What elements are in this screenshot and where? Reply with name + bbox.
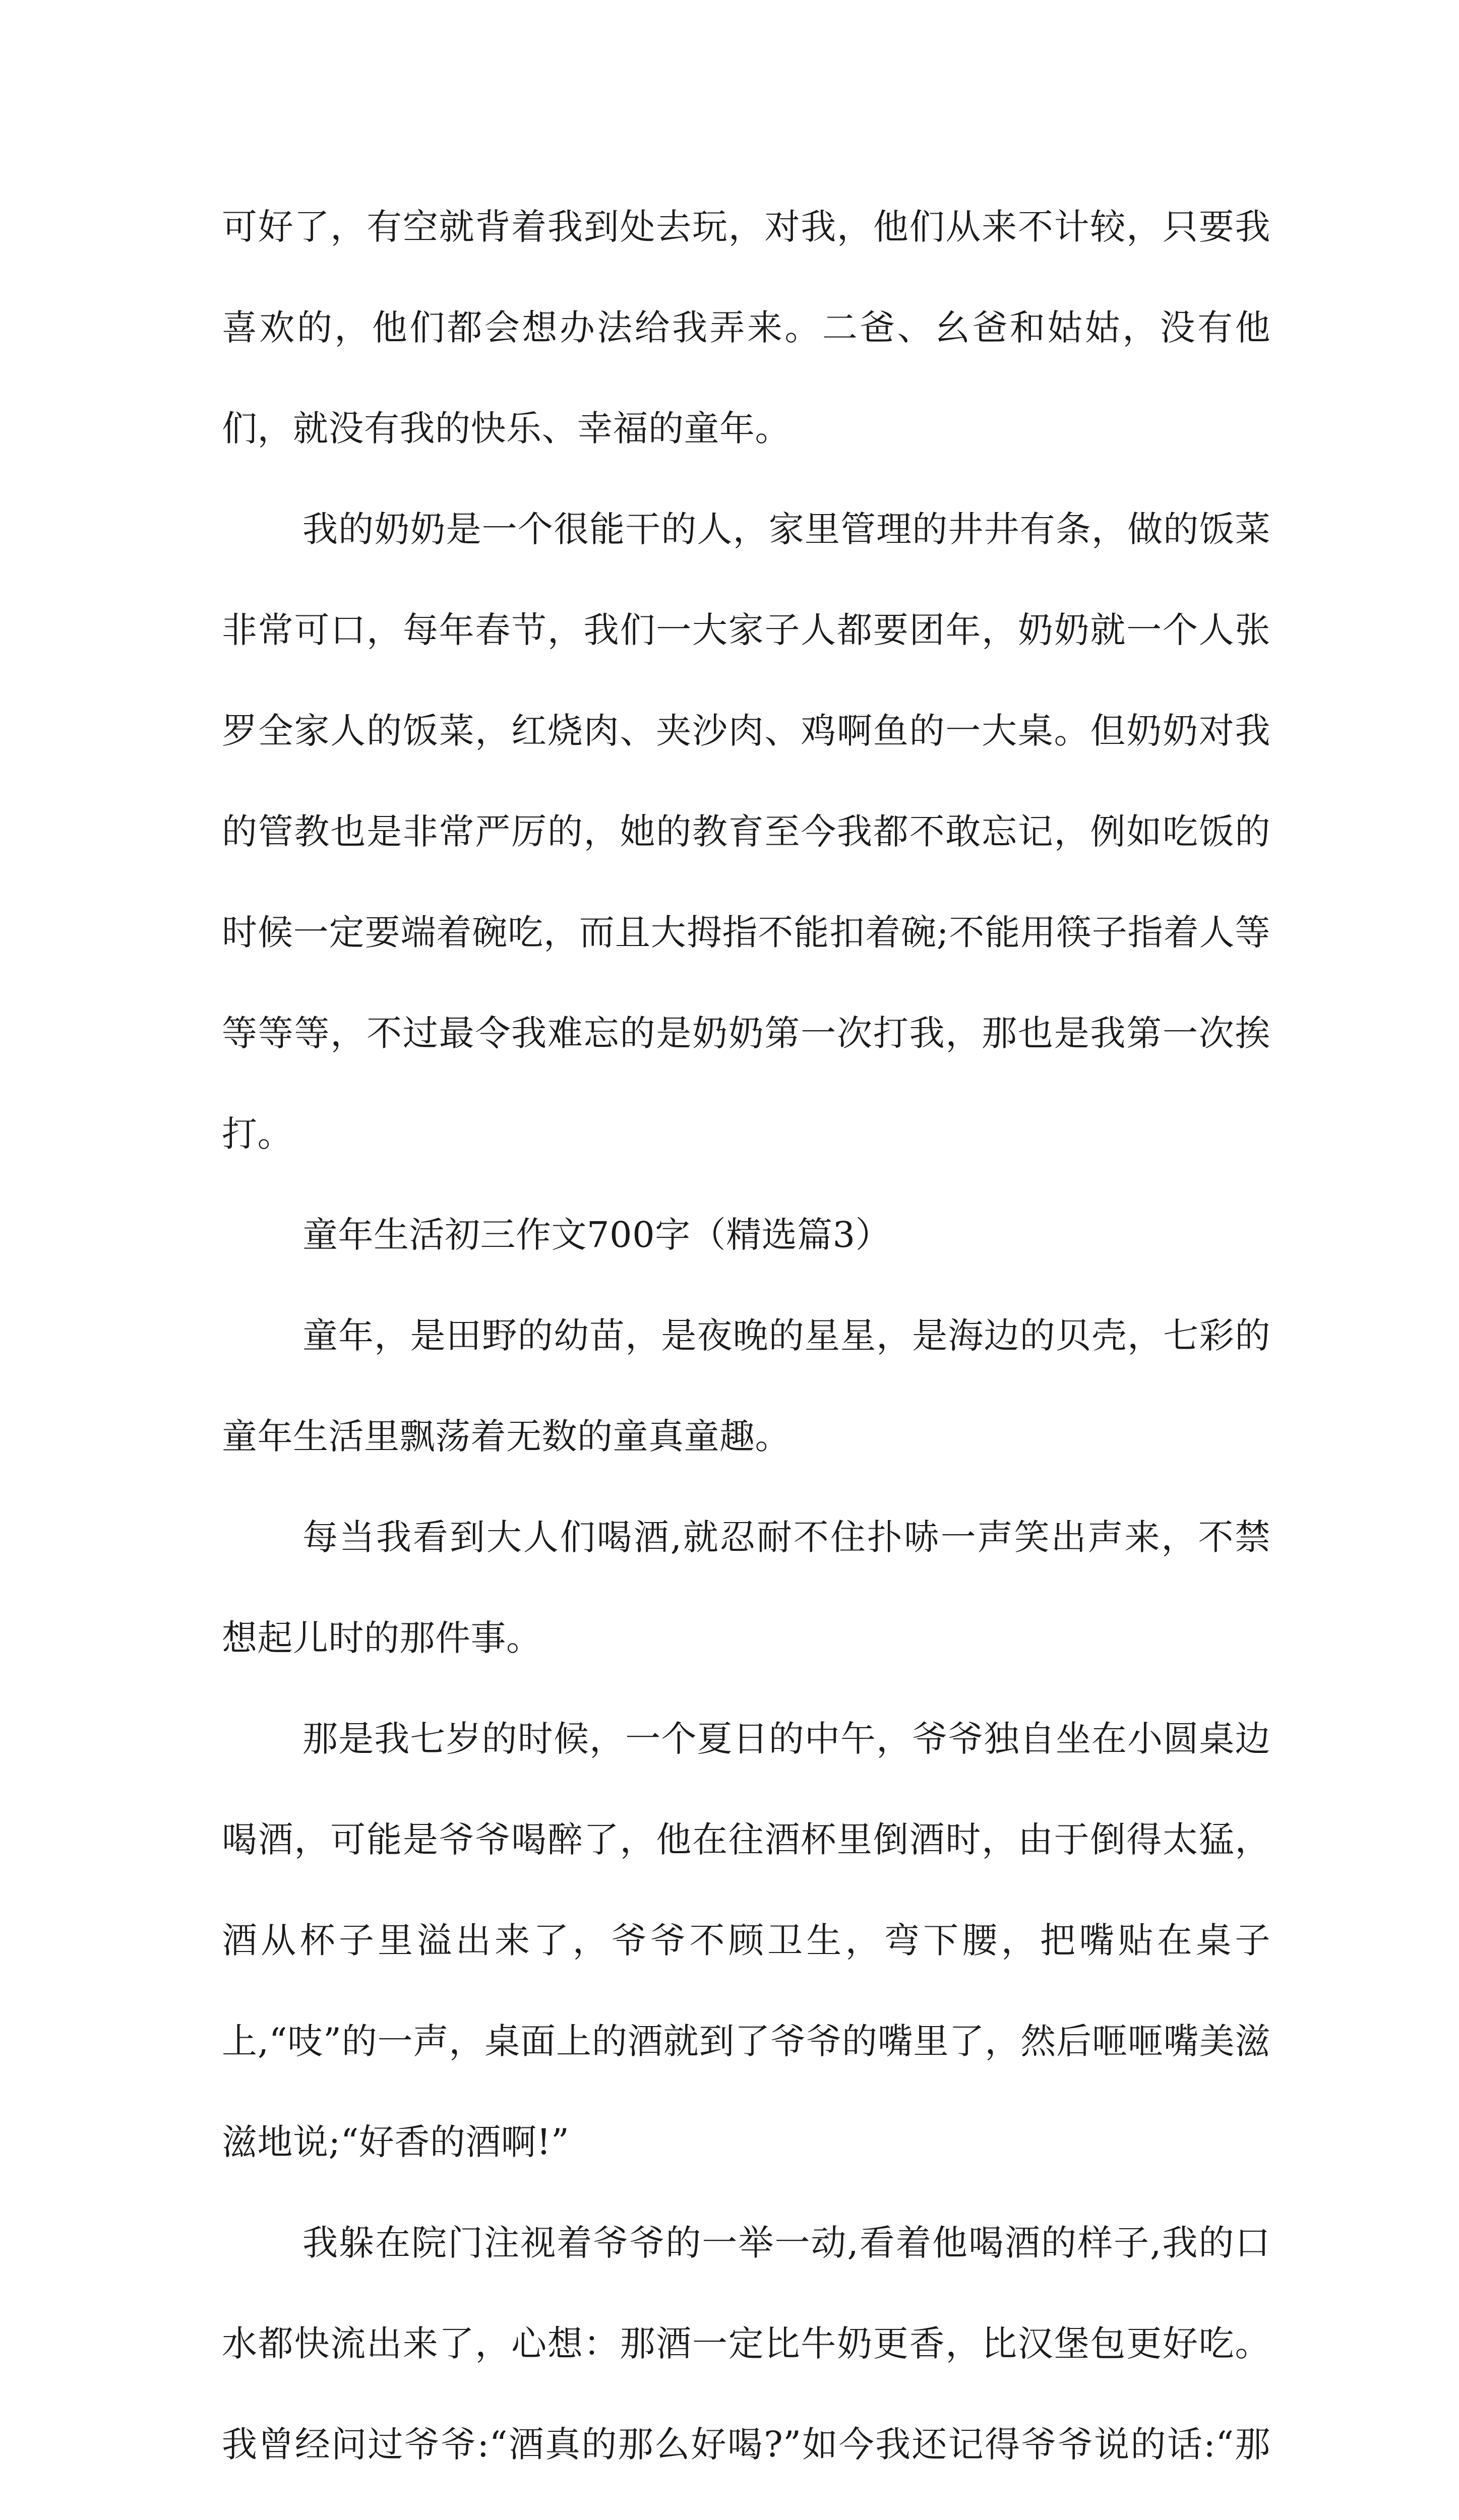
paragraph-continuation: 可好了，有空就背着我到处去玩，对我，他们从来不计较，只要我喜欢的，他们都会想办法给我弄来。二爸、幺爸和姑姑，没有他们，就没有我的快乐、幸福的童年。 bbox=[222, 206, 1270, 449]
paragraph-grandma: 我的奶奶是一个很能干的人，家里管理的井井有条，做的饭菜非常可口，每年春节，我们一大家子人都要团年，奶奶就一个人张罗全家人的饭菜，红烧肉、夹沙肉、鸡啊鱼的一大桌。但奶奶对我的管教也是非常严厉的，她的教育至今我都不敢忘记，例如吃饭的时候一定要端着碗吃，而且大拇指不能扣着碗;不能用筷子指着人等等等等，不过最令我难忘的是奶奶第一次打我，那也是我第一次挨打。 bbox=[222, 509, 1270, 1155]
paragraph-hiding: 我躲在院门注视着爷爷的一举一动,看着他喝酒的样子,我的口水都快流出来了，心想：那酒一定比牛奶更香，比汉堡包更好吃。我曾经问过爷爷:“酒真的那么好喝?”如今我还记得爷爷说的话:“那 bbox=[222, 2222, 1270, 2465]
paragraph-drink: 每当我看到大人们喝酒,就忍耐不住扑哧一声笑出声来，不禁想起儿时的那件事。 bbox=[222, 1517, 1270, 1659]
document-body bbox=[222, 176, 1270, 2520]
paragraph-childhood: 童年，是田野的幼苗，是夜晚的星星，是海边的贝壳，七彩的童年生活里飘荡着无数的童真童趣。 bbox=[222, 1315, 1270, 1457]
section-heading: 童年生活初三作文700字（精选篇3） bbox=[302, 1214, 891, 1255]
paragraph-seven-years-old: 那是我七岁的时候，一个夏日的中午，爷爷独自坐在小圆桌边喝酒，可能是爷爷喝醉了，他在往酒杯里倒酒时，由于倒得太猛，酒从杯子里溢出来了，爷爷不顾卫生，弯下腰，把嘴贴在桌子上,“吱”的一声，桌面上的酒就到了爷爷的嘴里了，然后咂咂嘴美滋滋地说;“好香的酒啊!” bbox=[222, 1718, 1270, 2163]
